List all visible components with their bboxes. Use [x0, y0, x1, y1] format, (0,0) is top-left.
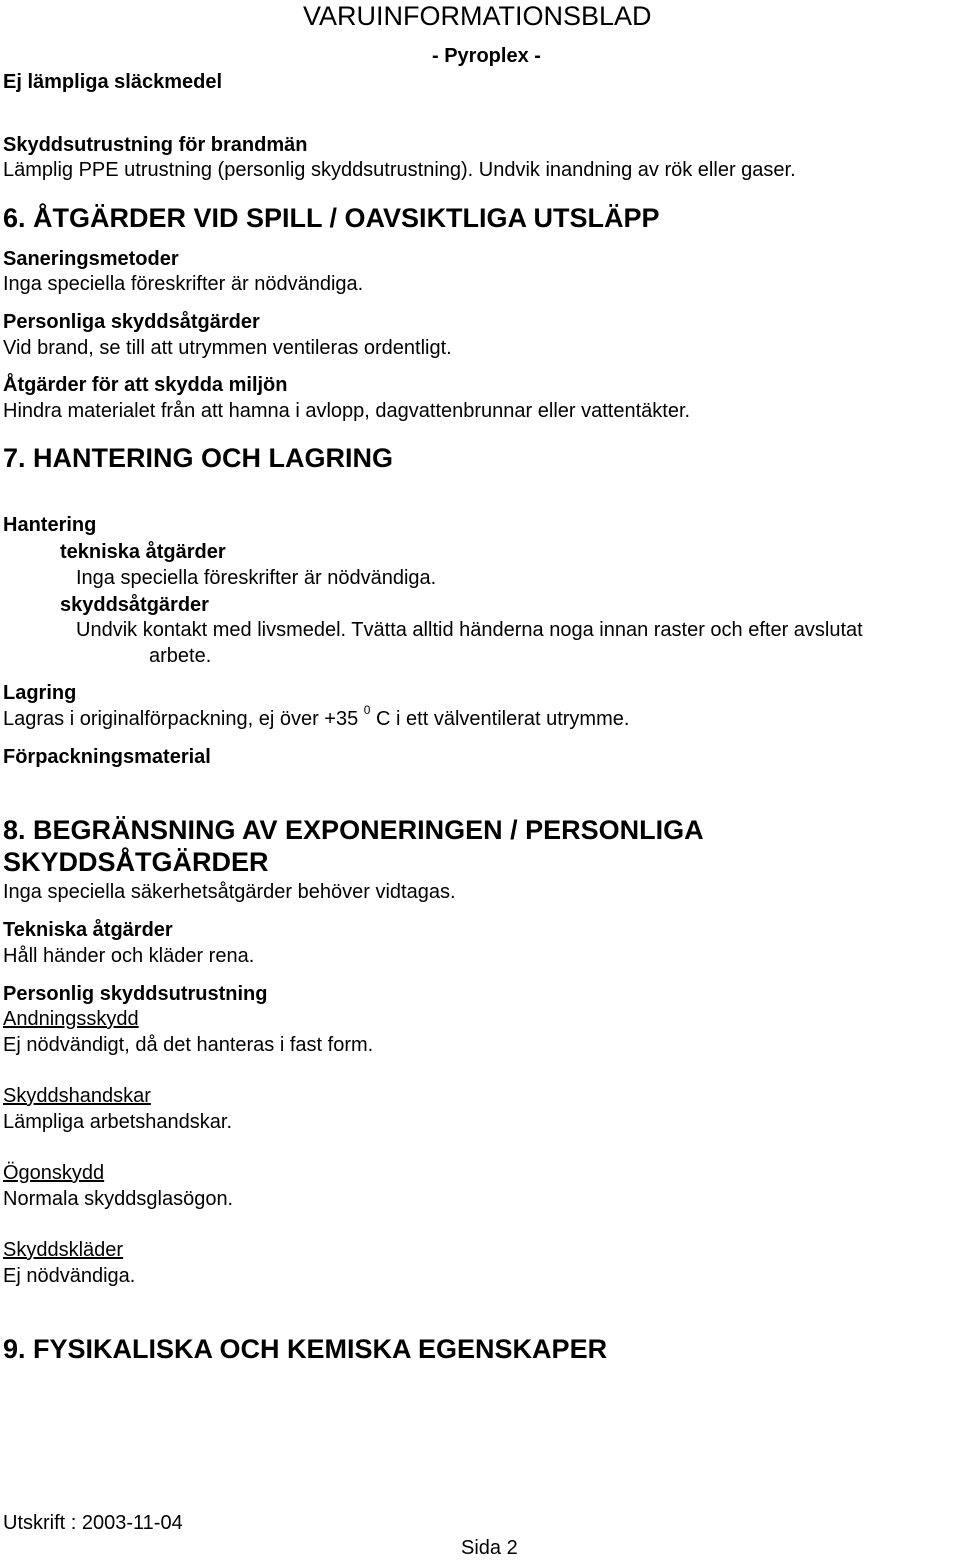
personal-precautions-heading: Personliga skyddsåtgärder [3, 311, 260, 333]
eye-protection-text: Normala skyddsglasögon. [3, 1188, 234, 1210]
protective-clothing-label: Skyddskläder [3, 1239, 124, 1261]
environment-text: Hindra materialet från att hamna i avlopp, dagvattenbrunnar eller vattentäkter. [3, 400, 691, 422]
environment-heading: Åtgärder för att skydda miljön [3, 374, 288, 396]
section-8-intro: Inga speciella säkerhetsåtgärder behöver vidtagas. [3, 881, 456, 903]
firefighter-equipment-heading: Skyddsutrustning för brandmän [3, 134, 308, 156]
protective-measures-text-cont: arbete. [149, 645, 212, 667]
section-8-title-cont: SKYDDSÅTGÄRDER [3, 847, 269, 877]
protective-measures-heading: skyddsåtgärder [60, 594, 209, 616]
print-date: Utskrift : 2003-11-04 [3, 1512, 183, 1534]
handling-heading: Hantering [3, 514, 97, 536]
storage-heading: Lagring [3, 682, 77, 704]
document-title: VARUINFORMATIONSBLAD [303, 1, 652, 31]
respiratory-protection-text: Ej nödvändigt, då det hanteras i fast form. [3, 1034, 374, 1056]
technical-measures-8-text: Håll händer och kläder rena. [3, 945, 255, 967]
storage-text-part-2: C i ett välventilerat utrymme. [370, 708, 630, 730]
product-name: - Pyroplex - [432, 45, 541, 67]
degree-superscript: 0 [363, 703, 371, 717]
protective-clothing-text: Ej nödvändiga. [3, 1265, 136, 1287]
technical-measures-heading: tekniska åtgärder [60, 541, 226, 563]
cleanup-methods-text: Inga speciella föreskrifter är nödvändiga. [3, 273, 364, 295]
protective-measures-text: Undvik kontakt med livsmedel. Tvätta alltid händerna noga innan raster och efter avslutat [76, 619, 863, 641]
packaging-material-heading: Förpackningsmaterial [3, 746, 211, 768]
storage-text-part-1: Lagras i originalförpackning, ej över +35 [3, 708, 364, 730]
section-8-title: 8. BEGRÄNSNING AV EXPONERINGEN / PERSONLIGA [3, 815, 704, 845]
section-7-title: 7. HANTERING OCH LAGRING [3, 443, 394, 473]
technical-measures-text: Inga speciella föreskrifter är nödvändiga. [76, 567, 437, 589]
section-6-title: 6. ÅTGÄRDER VID SPILL / OAVSIKTLIGA UTSLÄPP [3, 203, 660, 233]
technical-measures-8-heading: Tekniska åtgärder [3, 919, 173, 941]
respiratory-protection-label: Andningsskydd [3, 1008, 139, 1030]
firefighter-equipment-text: Lämplig PPE utrustning (personlig skyddsutrustning). Undvik inandning av rök eller gaser. [3, 159, 796, 181]
gloves-label: Skyddshandskar [3, 1085, 151, 1107]
cleanup-methods-heading: Saneringsmetoder [3, 248, 179, 270]
storage-text [3, 703, 630, 731]
eye-protection-label: Ögonskydd [3, 1162, 105, 1184]
ppe-heading: Personlig skyddsutrustning [3, 983, 268, 1005]
page-number: Sida 2 [461, 1537, 518, 1559]
unsuitable-extinguishers-heading: Ej lämpliga släckmedel [3, 71, 222, 93]
gloves-text: Lämpliga arbetshandskar. [3, 1111, 233, 1133]
personal-precautions-text: Vid brand, se till att utrymmen ventileras ordentligt. [3, 337, 452, 359]
section-9-title: 9. FYSIKALISKA OCH KEMISKA EGENSKAPER [3, 1334, 608, 1364]
